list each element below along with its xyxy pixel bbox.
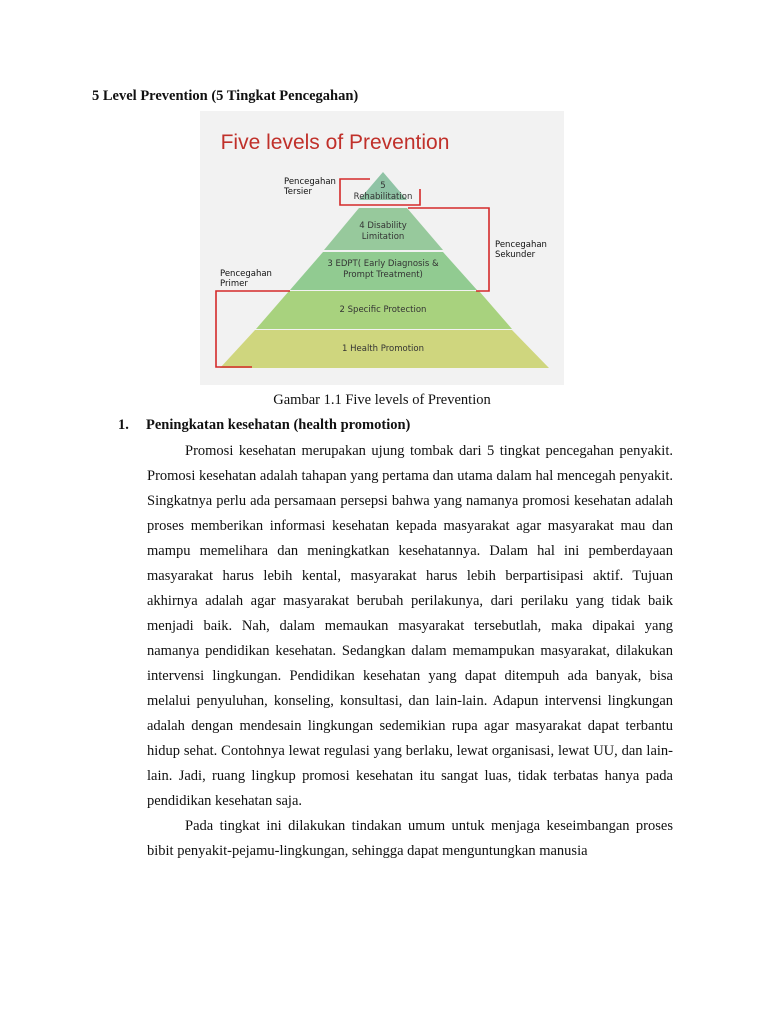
- level-5-label: Rehabilitation: [353, 192, 413, 202]
- page-heading: 5 Level Prevention (5 Tingkat Pencegahan): [92, 88, 359, 104]
- level-5-number: 5: [380, 181, 386, 191]
- body-text: [147, 432, 673, 864]
- figure-title: Five levels of Prevention: [220, 131, 450, 154]
- section-title: Peningkatan kesehatan (health promotion): [146, 417, 411, 433]
- level-4-label-line2: Limitation: [361, 232, 405, 242]
- level-3-label-line2: Prompt Treatment): [343, 270, 423, 280]
- level-2-label: 2 Specific Protection: [339, 305, 427, 315]
- label-primer-line2: Primer: [220, 279, 248, 289]
- prevention-pyramid-figure: [200, 111, 564, 385]
- label-tersier-line1: Pencegahan: [284, 177, 336, 187]
- level-3-label-line1: 3 EDPT( Early Diagnosis &: [327, 259, 439, 269]
- pyramid-diagram: [200, 111, 564, 385]
- level-4-label-line1: 4 Disability: [359, 221, 407, 231]
- section-number: 1.: [118, 417, 129, 433]
- paragraph: Pada tingkat ini dilakukan tindakan umum untuk menjaga keseimbangan proses bibit penyakit-pejamu-lingkungan, sehingga dapat menguntungkan manusia: [147, 818, 673, 859]
- label-sekunder-line2: Sekunder: [495, 250, 536, 260]
- label-sekunder-line1: Pencegahan: [495, 240, 547, 250]
- figure-caption: Gambar 1.1 Five levels of Prevention: [273, 392, 491, 408]
- paragraph: Promosi kesehatan merupakan ujung tombak dari 5 tingkat pencegahan penyakit. Promosi kesehatan adalah tahapan yang pertama dan utama dalam hal mencegah penyakit. Singkatnya perlu ada persamaan persepsi bahwa yang namanya promosi kesehatan adalah proses memberikan informasi kesehatan kepada masyarakat agar masyarakat mau dan mampu memelihara dan meningkatkan kesehatannya. Dalam hal ini pemberdayaan masyarakat harus lebih kental, masyarakat harus lebih berpartisipasi aktif. Tujuan akhirnya adalah agar masyarakat berubah perilakunya, dari perilaku yang tidak baik menjadi baik. Nah, dalam memaukan masyarakat tersebutlah, maka dipakai yang namanya pendidikan kesehatan. Sedangkan dalam memampukan masyarakat, dilakukan intervensi lingkungan. Pendidikan kesehatan yang dapat ditempuh ada banyak, bisa melalui penyuluhan, konseling, konsultasi, dan lain-lain. Adapun intervensi lingkungan adalah dengan mendesain lingkungan sedemikian rupa agar masyarakat dapat terbantu hidup sehat. Contohnya lewat regulasi yang berlaku, lewat organisasi, lewat UU, dan lain-lain. Jadi, ruang lingkup promosi kesehatan itu sangat luas, tidak terbatas hanya pada pendidikan kesehatan saja.: [147, 443, 673, 809]
- label-primer-line1: Pencegahan: [220, 269, 272, 279]
- level-1-label: 1 Health Promotion: [342, 344, 424, 354]
- label-tersier-line2: Tersier: [284, 187, 312, 197]
